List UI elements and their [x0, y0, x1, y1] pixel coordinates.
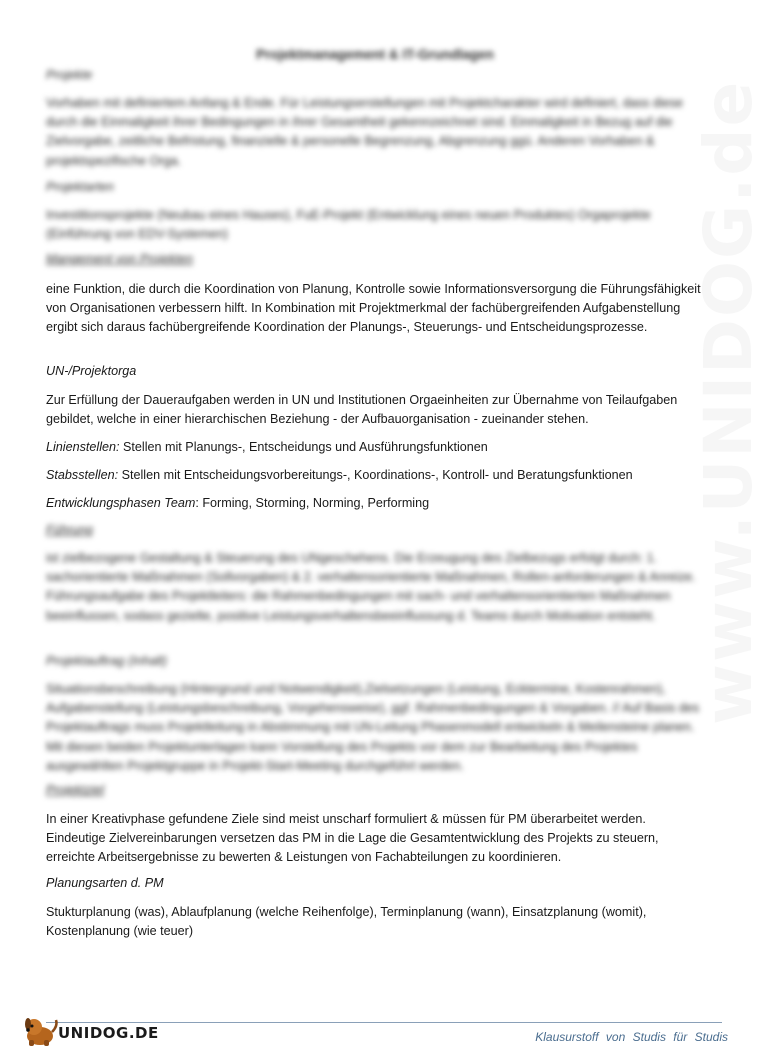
entwicklungsphasen-label: Entwicklungsphasen Team — [46, 496, 196, 510]
projekte-text: Vorhaben mit definiertem Anfang & Ende. Für Leistungserstellungen mit Projektcharakter wird definiert, dass diese durch die Einmaligkeit ihrer Bedingungen in ihrer Gesamtheit gekennzeichnet sind. Einmaligkeit in Bezug auf die Zielvorgabe, zeitliche Befristung, finanzielle & personelle Begrenzung, Abgrenzung ggü. Anderen Vorhaben & projektspezifische Orga. — [46, 96, 684, 168]
projektauftrag-text: Situationsbeschreibung (Hintergrund und Notwendigkeit),Zielsetzungen (Leistung, Ecktermine, Kostenrahmen), Aufgabenstellung (Leistungsbeschreibung, Vorgehensweise), ggf. Rahmenbedingungen & Vorgaben. // Auf Basis des Projektauftrags muss Projektleitung in Abstimmung mit UN-Leitung Phasenmodell entwickeln & Meilensteine planen. Mit diesen beiden Projektunterlagen kann Vorstellung des Projekts vor dem zur Bearbeitung des Projektes ausgewählten Projektgruppe in Projekt-Start-Meeting durchgeführt werden. — [46, 682, 700, 773]
projektziel-heading: Projektziel — [46, 783, 105, 797]
planungsarten-text: Stukturplanung (was), Ablaufplanung (welche Reihenfolge), Terminplanung (wann), Einsatzplanung (womit), Kostenplanung (wie teuer) — [46, 905, 647, 939]
linienstellen-line — [46, 438, 706, 457]
fuehrung-text: ist zielbezogene Gestaltung & Steuerung des UNgeschehens. Die Erzeugung des Zielbezugs erfolgt durch: 1. sachorientierte Maßnahmen (Sollvorgaben) & 2. verhaltensorientierte Maßnahmen, Rollen-anforderungen & Anreize. Führungsaufgabe des Projektleiters: die Rahmenbedingungen mit sach- und verhaltensorientierten Maßnahmen beeinflussen, sodass gezielte, positive Leistungsverhaltensbeeinflussung d. Teams durch Motivation entsteht. — [46, 551, 696, 623]
logo-text: UNIDOG.DE — [58, 1024, 159, 1042]
projektarten-text: Investitionsprojekte (Neubau eines Hauses), FuE-Projekt (Entwicklung eines neuen Produktes) Orgaprojekte (Einführung von EDV-Systemen) — [46, 208, 651, 242]
page-title: Projektmanagement & IT-Grundlagen — [256, 47, 494, 62]
footer-slogan: Klausurstoff von Studis für Studis — [535, 1030, 728, 1044]
entwicklungsphasen-line — [46, 494, 706, 513]
linienstellen-text: Stellen mit Planungs-, Entscheidungs und Ausführungsfunktionen — [119, 440, 488, 454]
fuehrung-heading: Führung — [46, 523, 93, 537]
management-heading: Mangement von Projekten — [46, 252, 194, 266]
projektauftrag-heading: Projektauftrag (Inhalt) — [46, 654, 168, 668]
stabsstellen-text: Stellen mit Entscheidungsvorbereitungs-, Koordinations-, Kontroll- und Beratungsfunktionen — [118, 468, 633, 482]
orga-heading: UN-/Projektorga — [46, 364, 137, 378]
watermark: www.UNIDOG.de — [690, 79, 767, 725]
linienstellen-label: Linienstellen: — [46, 440, 120, 454]
management-text: eine Funktion, die durch die Koordination von Planung, Kontrolle sowie Informationsversorgung die Führungsfähigkeit von Organisationen verbessern hilft. In Kombination mit Projektmerkmal der fachübergreifenden Aufgabenstellung ergibt sich daraus fachübergreifende Koordination der Planungs-, Steuerungs- und Entscheidungsprozesse. — [46, 282, 701, 335]
orga-text: Zur Erfüllung der Daueraufgaben werden in UN und Institutionen Orgaeinheiten zur Übernahme von Teilaufgaben gebildet, welche in einer hierarchischen Beziehung - der Aufbauorganisation - zueinander stehen. — [46, 393, 678, 427]
projektziel-text: In einer Kreativphase gefundene Ziele sind meist unscharf formuliert & müssen für PM überarbeitet werden. Eindeutige Zielvereinbarungen versetzen das PM in die Lage die Gesamtentwicklung des Projekts zu steuern, erreichte Arbeitsergebnisse zu bewerten & Leistungen von Fachabteilungen zu koordinieren. — [46, 812, 659, 865]
stabsstellen-label: Stabsstellen: — [46, 468, 119, 482]
entwicklungsphasen-text: : Forming, Storming, Norming, Performing — [195, 496, 430, 510]
dog-mascot-icon — [25, 1018, 57, 1046]
projektarten-heading: Projektarten — [46, 180, 114, 194]
stabsstellen-line — [46, 466, 706, 485]
planungsarten-heading: Planungsarten d. PM — [46, 876, 164, 890]
projekte-heading: Projekte — [46, 68, 93, 82]
